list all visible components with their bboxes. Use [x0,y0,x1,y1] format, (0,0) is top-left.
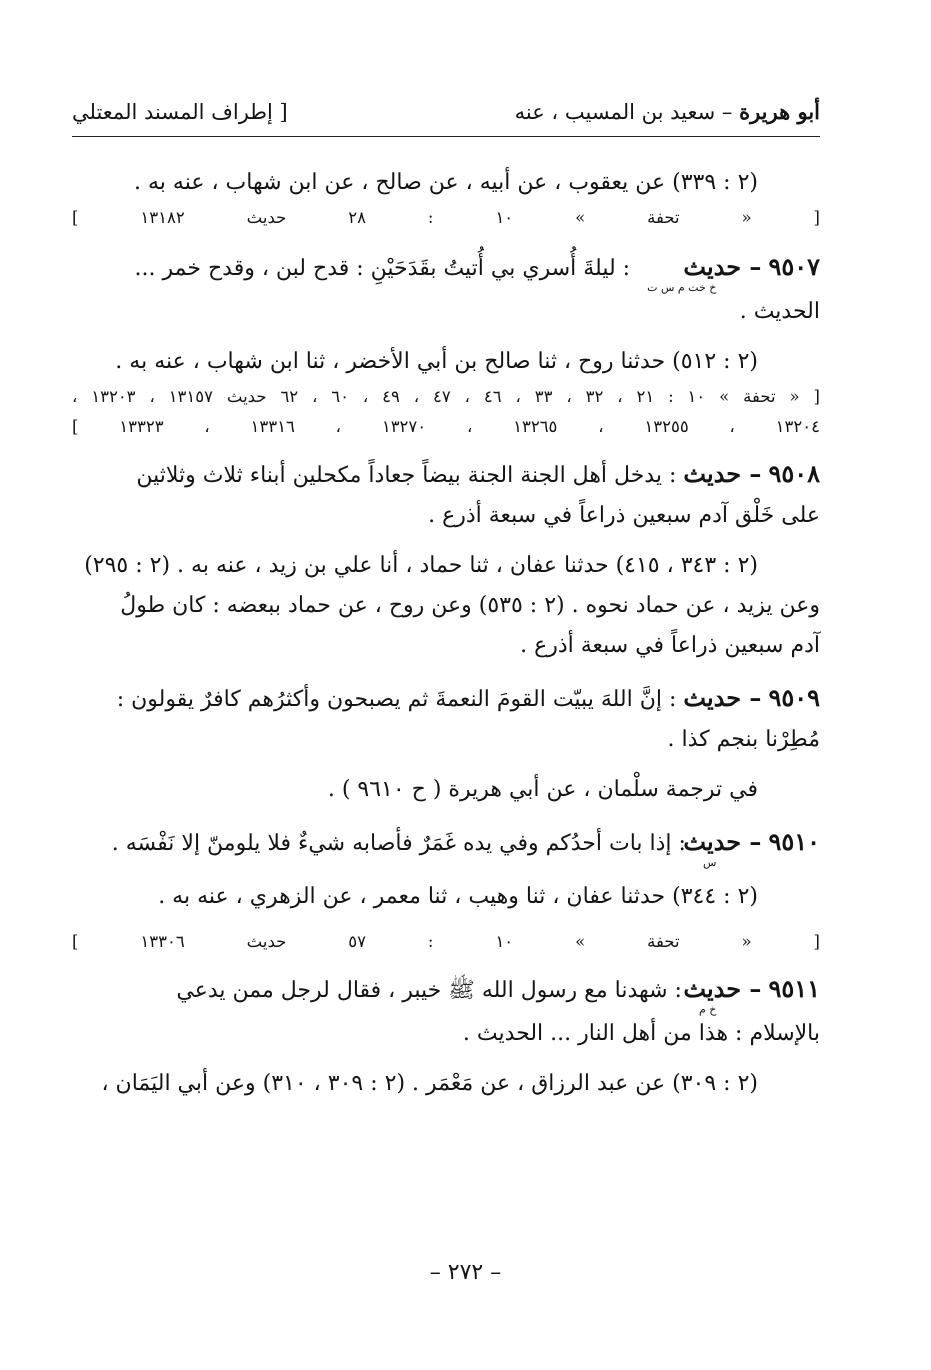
hadith-text: : إنَّ اللهَ يبيّت القومَ النعمةَ ثم يصبحون وأكثرُهم كافرٌ يقولون : [116,687,677,712]
header-book-title: [ إطراف المسند المعتلي [72,100,288,124]
isnad-block-prev [72,163,820,233]
hadith-label: – حديث [683,683,762,712]
tuhfa-reference [72,203,820,233]
hadith-9508 [72,454,820,666]
hadith-text: : إذا بات أحدُكم وفي يده غَمَرٌ فأصابه شيءٌ فلا يلومنّ إلا نَفْسَه . [111,831,686,856]
hadith-9509 [72,678,820,810]
isnad-line: (٢ : ٣٤٤) حدثنا عفان ، ثنا وهيب ، ثنا معمر ، عن الزهري ، عنه به . [158,884,758,909]
tuhfa-reference [72,927,820,957]
hadith-number: ٩٥٠٩ [768,683,820,712]
header-right [515,92,820,132]
tuhfa-line: [ « تحفة » ١٠ : ٢١ ، ٣٢ ، ٣٣ ، ٤٦ ، ٤٧ ، ٤٩ ، ٦٠ ، ٦٢ حديث ١٣١٥٧ ، ١٣٢٠٣ ، [72,387,820,406]
hadith-line: على خَلْق آدم سبعين ذراعاً في سبعة أذرع . [428,503,820,528]
isnad-line: (٢ : ٥١٢) حدثنا روح ، ثنا صالح بن أبي الأخضر ، ثنا ابن شهاب ، عنه به . [115,349,758,374]
hadith-line: بالإسلام : هذا من أهل النار ... الحديث . [462,1021,820,1046]
page [72,92,820,1116]
hadith-label: – حديث [683,252,762,281]
cross-reference: في ترجمة سلْمان ، عن أبي هريرة ( ح ٩٦١٠ ) . [327,777,758,802]
hadith-sigla: س [702,856,717,869]
isnad-line: (٢ : ٣٠٩) عن عبد الرزاق ، عن مَعْمَر . (٢ : ٣٠٩ ، ٣١٠) وعن أبي اليَمَان ، [101,1071,758,1096]
hadith-line: مُطِرْنا بنجم كذا . [667,727,820,752]
hadith-sigla: خ خت م س ت [647,281,717,294]
hadith-line [72,969,820,1014]
hadith-text: : ليلةَ أُسري بي أُتيتُ بقَدَحَيْنِ : قدح لبن ، وقدح خمر ... [134,256,631,281]
hadith-label: – حديث [683,827,762,856]
hadith-number: ٩٥١٠ [768,827,820,856]
header-narrator: أبو هريرة [739,99,820,124]
tuhfa-line: ١٣٢٠٤ ، ١٣٢٥٥ ، ١٣٢٦٥ ، ١٣٢٧٠ ، ١٣٣١٦ ، ١٣٣٢٣ ] [72,417,820,436]
tuhfa-line: [ « تحفة » ١٠ : ٥٧ حديث ١٣٣٠٦ ] [72,932,820,951]
hadith-line [72,454,820,496]
hadith-label: – حديث [683,974,762,1003]
hadith-line [72,822,820,867]
hadith-sigla: خ م [698,1003,717,1016]
hadith-label: – حديث [683,459,762,488]
isnad-line: آدم سبعين ذراعاً في سبعة أذرع . [520,633,820,658]
isnad-line: وعن يزيد ، عن حماد نحوه . (٢ : ٥٣٥) وعن روح ، عن حماد ببعضه : كان طولُ [120,593,820,618]
page-number: – ٢٧٢ – [429,1260,502,1285]
hadith-9510 [72,822,820,957]
tuhfa-reference [72,382,820,442]
hadith-line [72,247,820,292]
hadith-number: ٩٥١١ [768,974,820,1003]
hadith-line [72,678,820,720]
hadith-number: ٩٥٠٨ [768,459,820,488]
header-chain: – سعيد بن المسيب ، عنه [514,100,733,124]
hadith-text: : يدخل أهل الجنة الجنة بيضاً جعاداً مكحلين أبناء ثلاث وثلاثين [136,463,677,488]
tuhfa-line: [ « تحفة » ١٠ : ٢٨ حديث ١٣١٨٢ ] [72,208,820,227]
isnad-line: (٢ : ٣٣٩) عن يعقوب ، عن أبيه ، عن صالح ، عن ابن شهاب ، عنه به . [134,170,758,195]
hadith-text: : شهدنا مع رسول الله ﷺ خيبر ، فقال لرجل ممن يدعي [176,978,682,1003]
hadith-line: الحديث . [739,299,820,324]
isnad-line: (٢ : ٣٤٣ ، ٤١٥) حدثنا عفان ، ثنا حماد ، أنا علي بن زيد ، عنه به . (٢ : ٢٩٥) [84,553,758,578]
hadith-number: ٩٥٠٧ [768,252,820,281]
running-header [72,92,820,137]
hadith-9507 [72,247,820,442]
hadith-9511 [72,969,820,1104]
